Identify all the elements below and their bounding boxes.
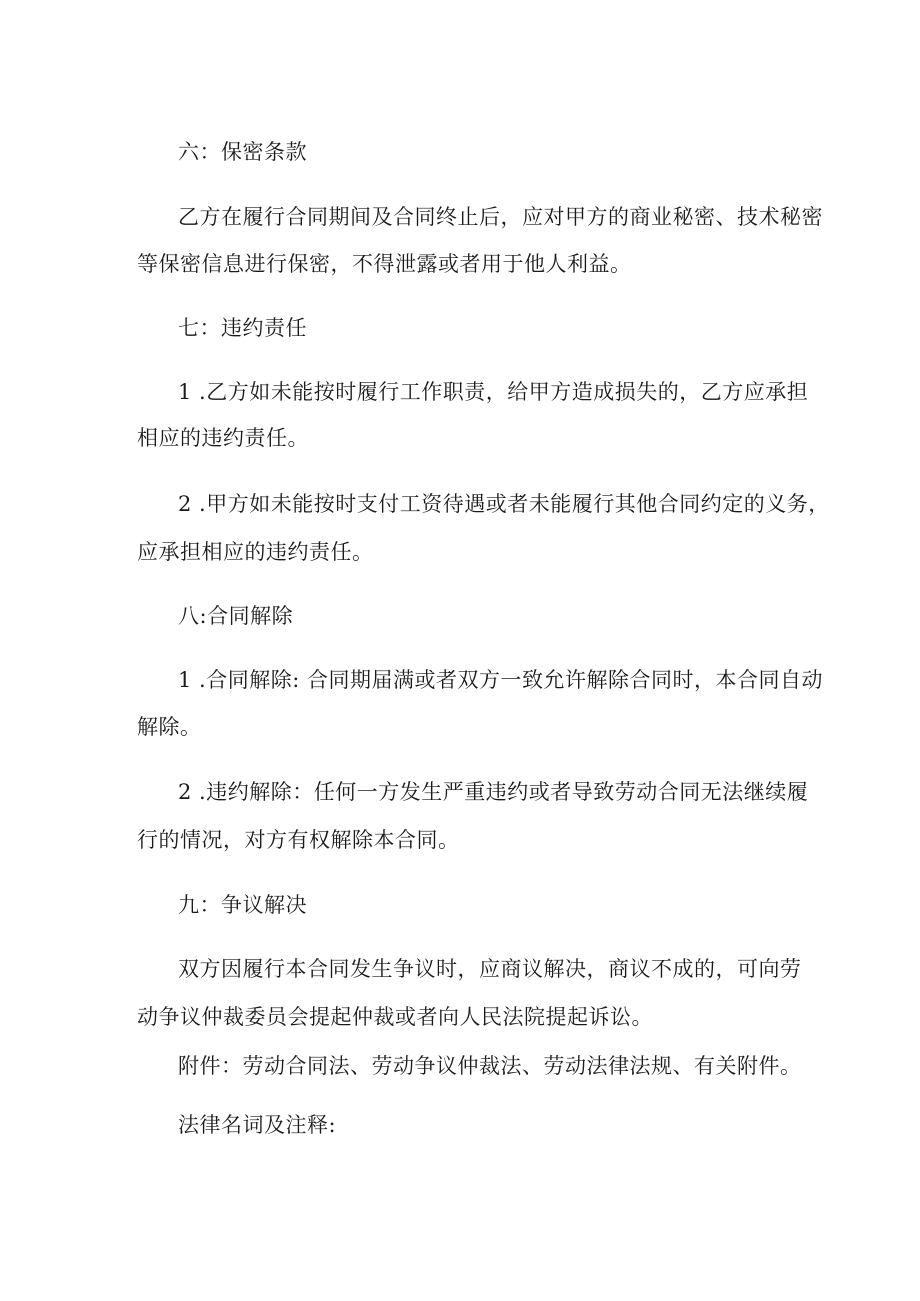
paragraph-line: 应承担相应的违约责任。 [137,540,374,564]
paragraph-line: 1 .合同解除: 合同期届满或者双方一致允许解除合同时，本合同自动 [178,668,823,692]
section-heading-breach-liability: 七：违约责任 [178,316,307,340]
section-heading-confidentiality: 六：保密条款 [178,140,307,164]
section-heading-termination: 八:合同解除 [178,604,294,628]
attachments-line: 附件：劳动合同法、劳动争议仲裁法、劳动法律法规、有关附件。 [178,1054,802,1078]
paragraph-line: 双方因履行本合同发生争议时，应商议解决，商议不成的，可向劳 [178,957,802,981]
paragraph-line: 行的情况，对方有权解除本合同。 [137,828,460,852]
paragraph-line: 等保密信息进行保密，不得泄露或者用于他人利益。 [137,252,632,276]
paragraph-line: 2 .甲方如未能按时支付工资待遇或者未能履行其他合同约定的义务， [178,492,830,516]
paragraph-line: 乙方在履行合同期间及合同终止后，应对甲方的商业秘密、技术秘密 [178,205,823,229]
paragraph-line: 1 .乙方如未能按时履行工作职责，给甲方造成损失的，乙方应承担 [178,380,809,404]
paragraph-line: 解除。 [137,715,202,739]
glossary-heading: 法律名词及注释: [178,1113,337,1137]
paragraph-line: 相应的违约责任。 [137,426,309,450]
section-heading-dispute-resolution: 九：争议解决 [178,893,307,917]
paragraph-line: 动争议仲裁委员会提起仲裁或者向人民法院提起诉讼。 [137,1005,653,1029]
paragraph-line: 2 .违约解除：任何一方发生严重违约或者导致劳动合同无法继续履 [178,780,809,804]
